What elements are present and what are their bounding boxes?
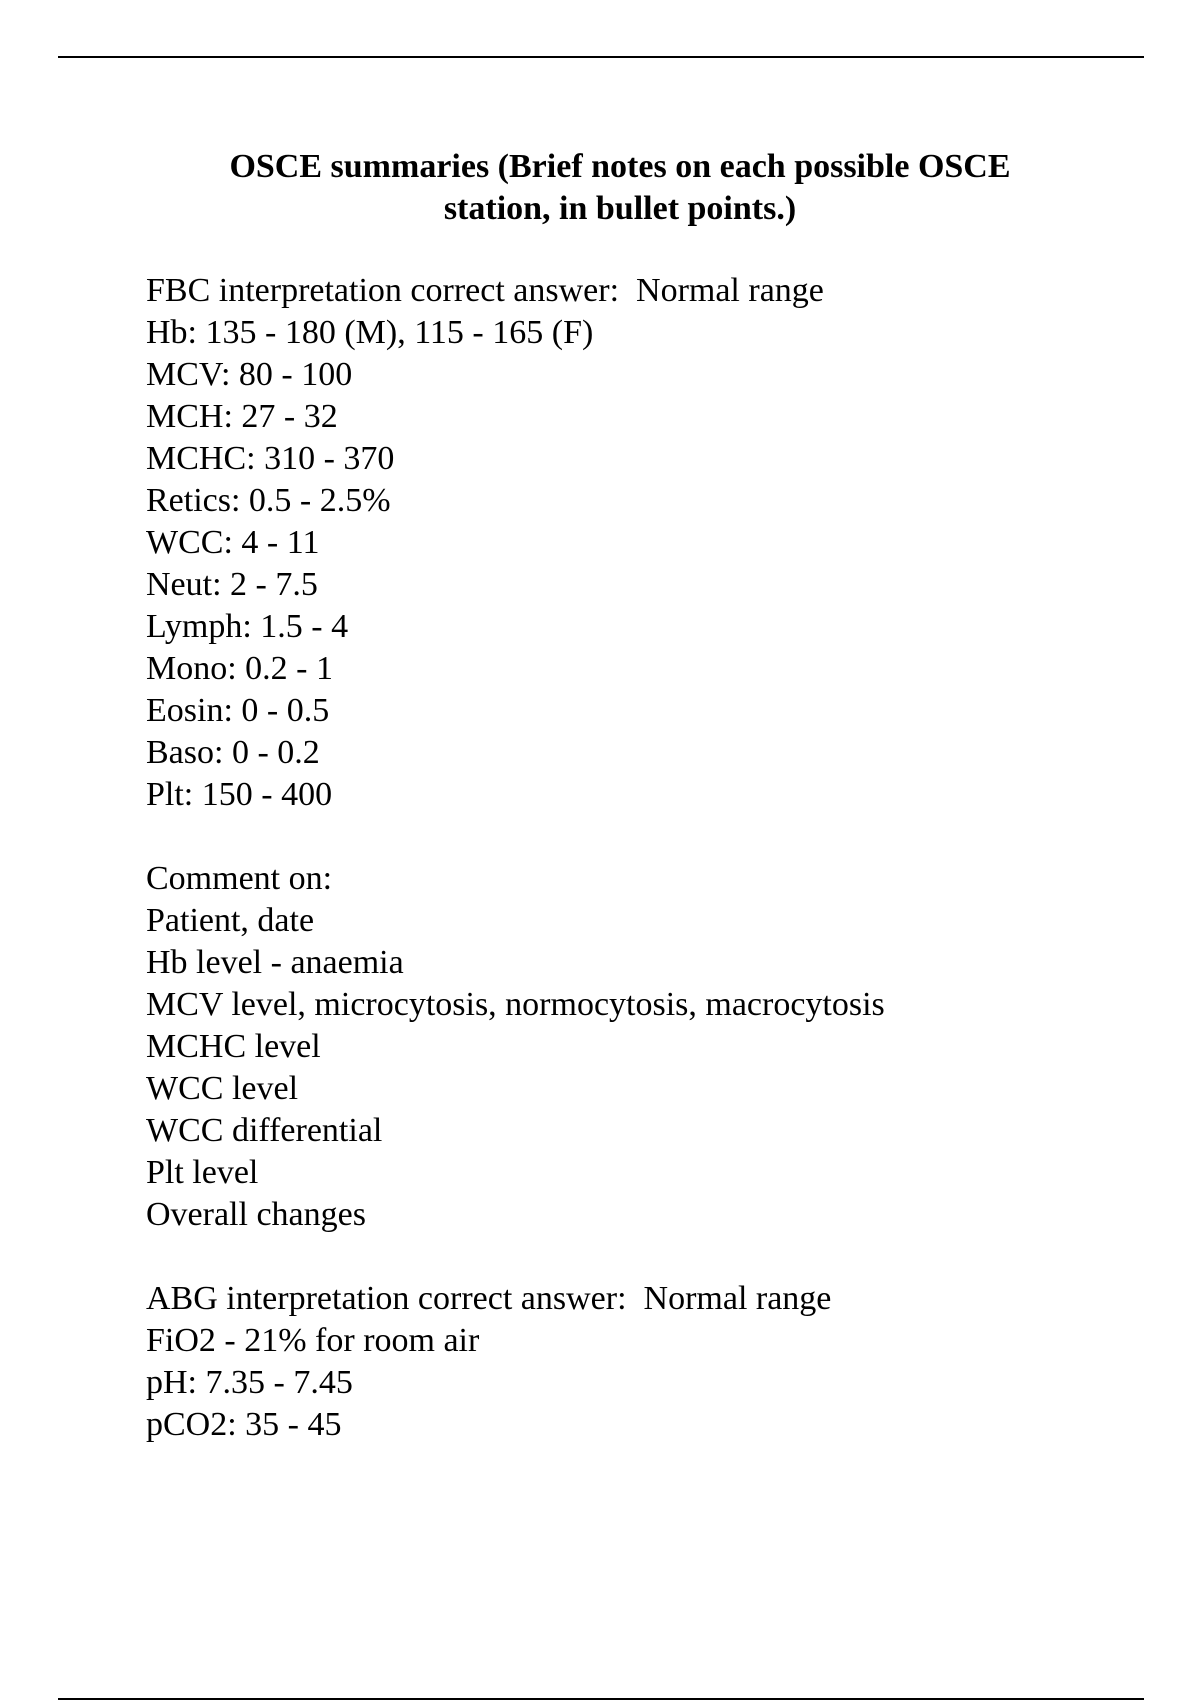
fbc-mchc: MCHC: 310 - 370 — [146, 440, 395, 477]
title-line-1: OSCE summaries (Brief notes on each possible OSCE — [229, 148, 1011, 185]
comment-heading: Comment on: — [146, 860, 333, 897]
document-title — [180, 146, 1060, 230]
fbc-baso: Baso: 0 - 0.2 — [146, 734, 320, 771]
comment-item: MCV level, microcytosis, normocytosis, macrocytosis — [146, 986, 885, 1023]
fbc-mch: MCH: 27 - 32 — [146, 398, 338, 435]
header-rule — [58, 56, 1144, 58]
fbc-neut: Neut: 2 - 7.5 — [146, 566, 318, 603]
fbc-eosin: Eosin: 0 - 0.5 — [146, 692, 330, 729]
comment-item: Overall changes — [146, 1196, 366, 1233]
fbc-lymph: Lymph: 1.5 - 4 — [146, 608, 349, 645]
comment-section — [146, 858, 1146, 1236]
abg-ph: pH: 7.35 - 7.45 — [146, 1364, 353, 1401]
fbc-mcv: MCV: 80 - 100 — [146, 356, 353, 393]
comment-item: WCC level — [146, 1070, 299, 1107]
abg-fio2: FiO2 - 21% for room air — [146, 1322, 480, 1359]
document-body — [146, 270, 1146, 1488]
fbc-retics: Retics: 0.5 - 2.5% — [146, 482, 391, 519]
fbc-plt: Plt: 150 - 400 — [146, 776, 333, 813]
fbc-heading: FBC interpretation correct answer: Normal range — [146, 272, 824, 309]
comment-item: Plt level — [146, 1154, 259, 1191]
abg-heading: ABG interpretation correct answer: Normal range — [146, 1280, 832, 1317]
comment-item: Patient, date — [146, 902, 315, 939]
comment-item: MCHC level — [146, 1028, 321, 1065]
comment-item: WCC differential — [146, 1112, 383, 1149]
abg-section — [146, 1278, 1146, 1446]
fbc-wcc: WCC: 4 - 11 — [146, 524, 320, 561]
fbc-mono: Mono: 0.2 - 1 — [146, 650, 333, 687]
abg-pco2: pCO2: 35 - 45 — [146, 1406, 342, 1443]
title-line-2: station, in bullet points.) — [443, 190, 797, 227]
fbc-hb: Hb: 135 - 180 (M), 115 - 165 (F) — [146, 314, 594, 351]
comment-item: Hb level - anaemia — [146, 944, 404, 981]
fbc-section — [146, 270, 1146, 816]
